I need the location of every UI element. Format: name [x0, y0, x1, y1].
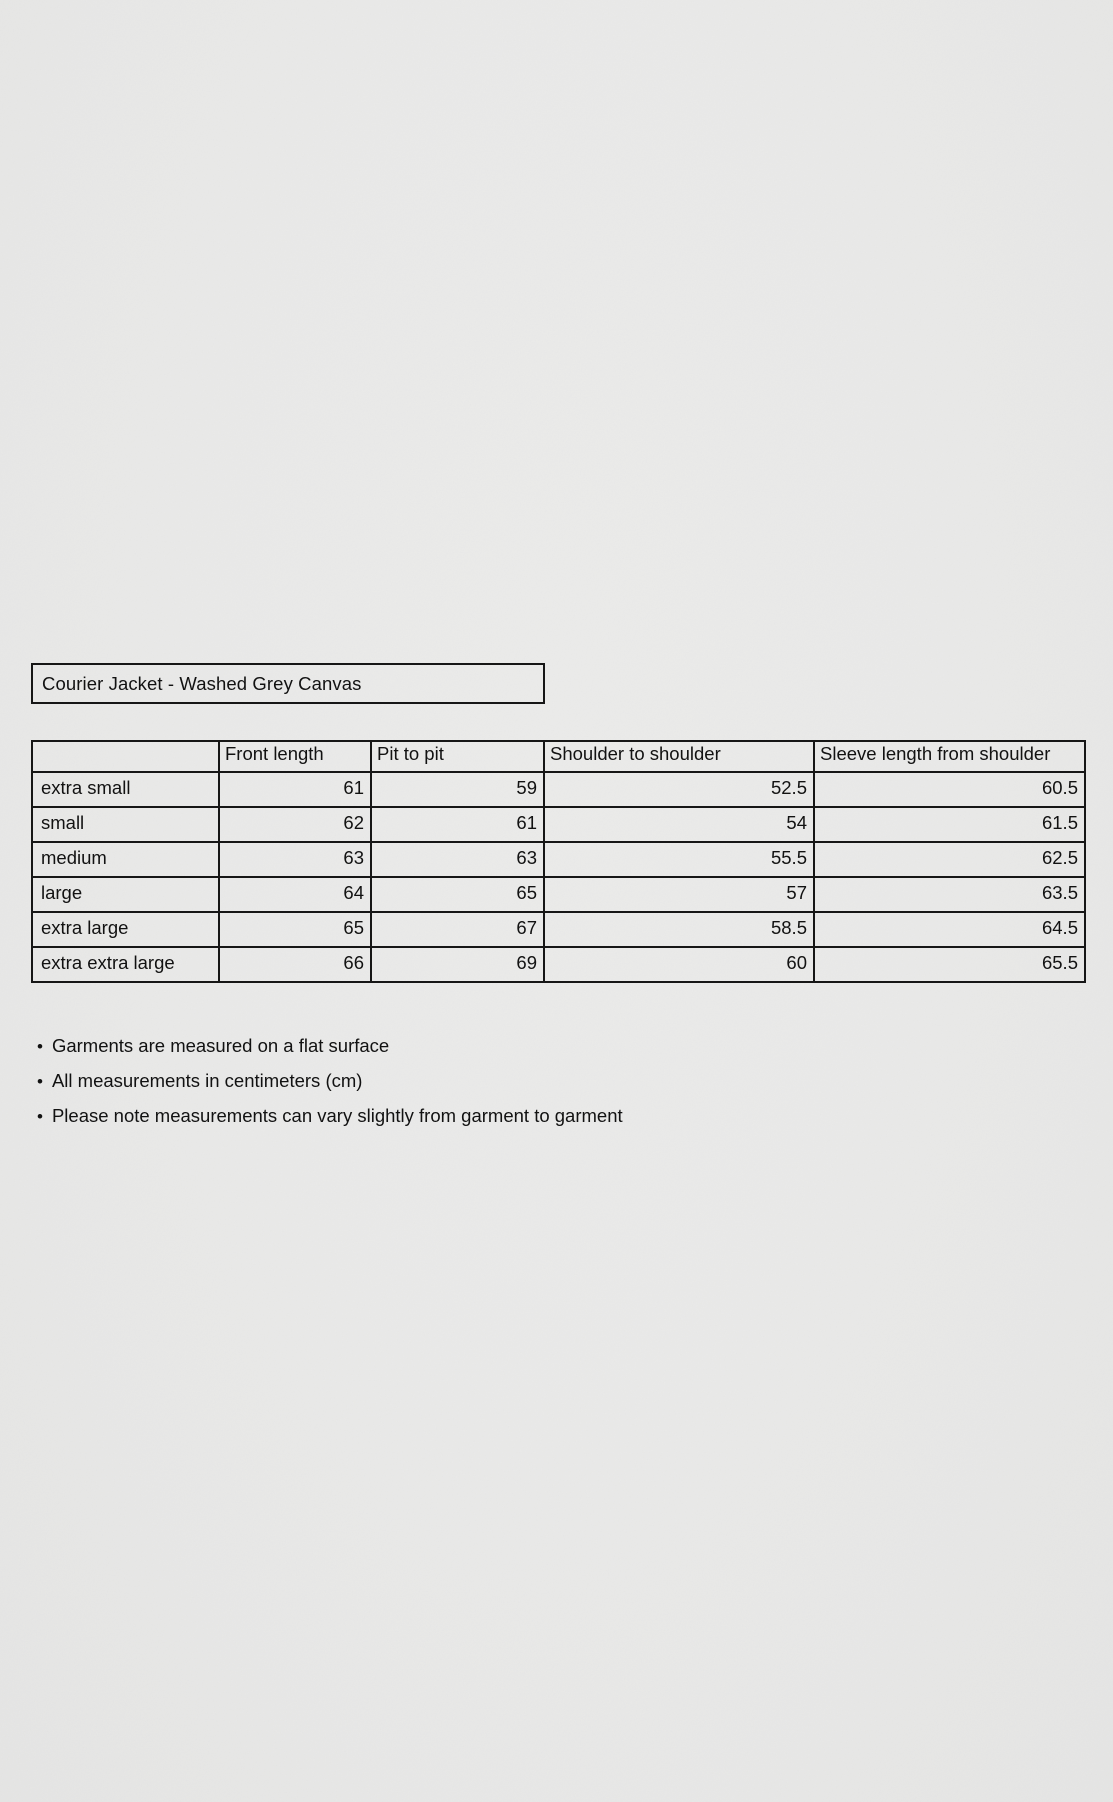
measurement-value: 65 [219, 912, 371, 947]
table-row-extra-small [32, 772, 1085, 807]
column-header-front-length: Front length [219, 741, 371, 772]
measurement-value: 60 [544, 947, 814, 982]
table-row-extra-large [32, 912, 1085, 947]
size-label: extra large [32, 912, 219, 947]
measurement-value: 65 [371, 877, 544, 912]
measurement-value: 59 [371, 772, 544, 807]
measurement-value: 61 [219, 772, 371, 807]
column-header-size [32, 741, 219, 772]
note-text: All measurements in centimeters (cm) [51, 1070, 363, 1091]
measurement-value: 63.5 [814, 877, 1085, 912]
product-title-box [31, 663, 545, 704]
measurement-value: 52.5 [544, 772, 814, 807]
column-header-pit-to-pit: Pit to pit [371, 741, 544, 772]
measurement-value: 67 [371, 912, 544, 947]
table-row-large [32, 877, 1085, 912]
measurement-value: 69 [371, 947, 544, 982]
table-row-small [32, 807, 1085, 842]
measurement-value: 55.5 [544, 842, 814, 877]
size-label: extra extra large [32, 947, 219, 982]
table-row-medium [32, 842, 1085, 877]
size-label: extra small [32, 772, 219, 807]
measurement-value: 54 [544, 807, 814, 842]
measurement-value: 63 [219, 842, 371, 877]
measurement-value: 66 [219, 947, 371, 982]
measurement-value: 64 [219, 877, 371, 912]
measurement-value: 58.5 [544, 912, 814, 947]
size-chart-table [31, 740, 1086, 983]
measurement-value: 62 [219, 807, 371, 842]
column-header-shoulder-to-shoulder: Shoulder to shoulder [544, 741, 814, 772]
size-label: small [32, 807, 219, 842]
measurement-value: 62.5 [814, 842, 1085, 877]
measurement-value: 61 [371, 807, 544, 842]
note-item [37, 1105, 623, 1140]
size-label: large [32, 877, 219, 912]
measurement-value: 65.5 [814, 947, 1085, 982]
note-text: Please note measurements can vary slightly from garment to garment [51, 1105, 623, 1126]
measurement-value: 63 [371, 842, 544, 877]
table-row-extra-extra-large [32, 947, 1085, 982]
bullet-icon: • [37, 1107, 43, 1126]
note-item [37, 1070, 623, 1105]
measurement-value: 61.5 [814, 807, 1085, 842]
bullet-icon: • [37, 1072, 43, 1091]
size-label: medium [32, 842, 219, 877]
header-row [32, 741, 1085, 772]
bullet-icon: • [37, 1037, 43, 1056]
measurement-value: 64.5 [814, 912, 1085, 947]
note-text: Garments are measured on a flat surface [51, 1035, 390, 1056]
measurement-value: 57 [544, 877, 814, 912]
column-header-sleeve-length: Sleeve length from shoulder [814, 741, 1085, 772]
measurement-notes [37, 1035, 623, 1140]
product-title: Courier Jacket - Washed Grey Canvas [42, 672, 362, 694]
note-item [37, 1035, 623, 1070]
measurement-value: 60.5 [814, 772, 1085, 807]
